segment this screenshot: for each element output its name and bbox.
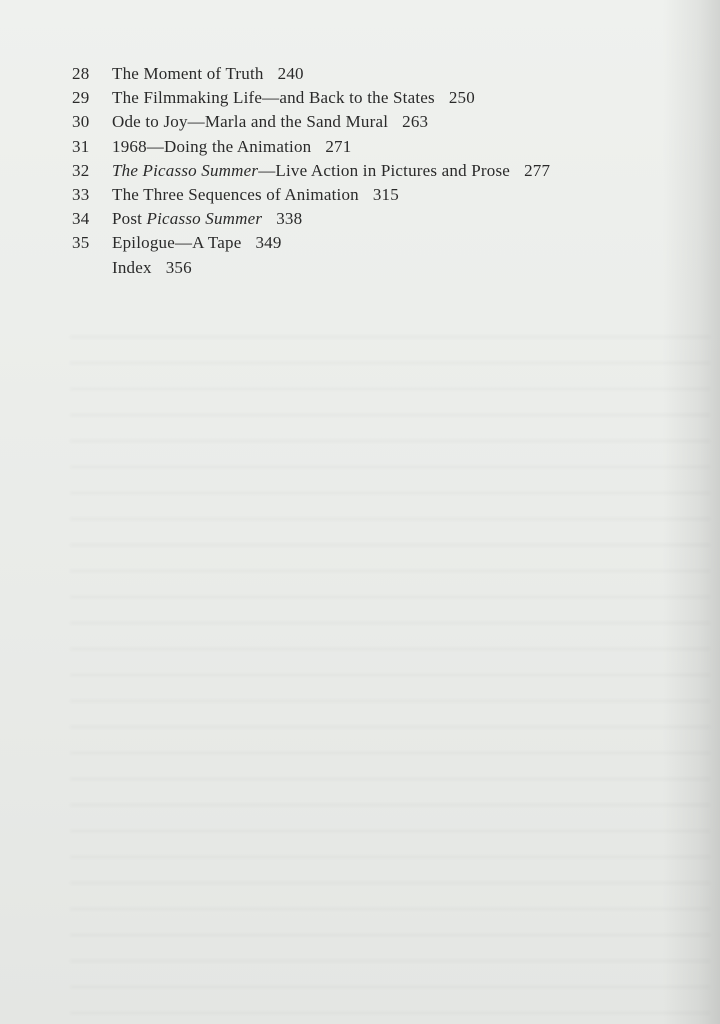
toc-entry	[72, 183, 692, 207]
page-number: 315	[372, 185, 399, 205]
chapter-title-segment: 1968—Doing the Animation	[112, 136, 312, 156]
page-number: 240	[277, 64, 304, 83]
chapter-title-segment: Index	[112, 257, 152, 277]
toc-entry	[72, 231, 692, 255]
toc-entry	[72, 86, 692, 110]
toc-entry	[72, 159, 692, 183]
bleed-through-texture	[70, 320, 710, 1020]
toc-entry	[72, 256, 692, 280]
toc-entry	[72, 135, 692, 159]
chapter-title	[112, 159, 510, 183]
chapter-number	[72, 256, 112, 280]
toc-entry	[72, 110, 692, 134]
page-number: 349	[255, 233, 282, 253]
toc-entry	[72, 62, 692, 86]
chapter-title	[112, 86, 435, 110]
chapter-title	[112, 256, 152, 280]
chapter-number: 28	[72, 64, 90, 83]
chapter-number: 29	[72, 88, 90, 108]
chapter-number: 35	[72, 233, 90, 253]
chapter-title	[112, 231, 241, 255]
page-number: 263	[402, 112, 429, 132]
chapter-title	[112, 62, 264, 86]
page-number: 271	[325, 136, 352, 156]
chapter-title	[112, 135, 311, 159]
chapter-number: 30	[72, 112, 90, 132]
chapter-title	[112, 183, 359, 207]
chapter-title	[112, 110, 388, 134]
page-number: 277	[524, 160, 551, 180]
chapter-title-segment: Epilogue—A Tape	[112, 233, 242, 253]
table-of-contents	[72, 62, 692, 280]
page-number: 338	[276, 209, 303, 229]
chapter-number: 34	[72, 209, 90, 229]
chapter-title	[112, 207, 262, 231]
chapter-title-italic-segment: The Picasso Summer	[112, 160, 259, 180]
chapter-title-segment: The Three Sequences of Animation	[112, 185, 359, 205]
chapter-number: 33	[72, 185, 90, 205]
chapter-title-segment: Ode to Joy—Marla and the Sand Mural	[112, 112, 389, 132]
chapter-number: 31	[72, 136, 90, 156]
chapter-title-italic-segment: Picasso Summer	[146, 209, 263, 229]
chapter-title-segment: Post	[112, 209, 147, 229]
page-number: 356	[165, 257, 192, 277]
page-number: 250	[448, 88, 475, 108]
toc-entry	[72, 207, 692, 231]
chapter-title-segment: The Filmmaking Life—and Back to the States	[112, 88, 435, 108]
chapter-title-segment: The Moment of Truth	[112, 64, 264, 83]
chapter-number: 32	[72, 160, 90, 180]
chapter-title-segment: —Live Action in Pictures and Prose	[258, 160, 511, 180]
